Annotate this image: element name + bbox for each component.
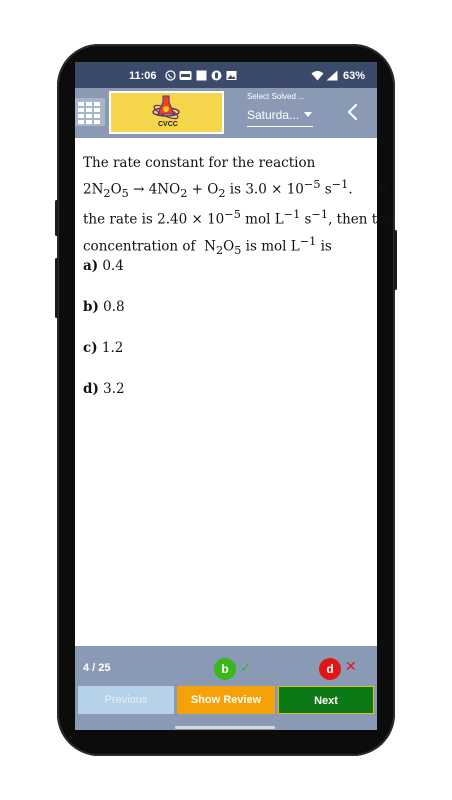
paytm-icon bbox=[179, 70, 192, 81]
app-screen bbox=[75, 62, 394, 730]
superscript: −1 bbox=[331, 178, 349, 191]
question-text-segment: → 4NO bbox=[128, 181, 181, 198]
question-grid-button[interactable] bbox=[75, 98, 105, 126]
previous-button[interactable]: Previous bbox=[78, 686, 174, 714]
question-text-segment: , then the bbox=[328, 211, 394, 228]
select-solved-hint: Select Solved ... bbox=[247, 92, 305, 101]
app-toolbar bbox=[75, 88, 377, 138]
question-text-segment: is 3.0 × 10 bbox=[225, 181, 304, 198]
superscript: −1 bbox=[283, 208, 301, 222]
question-text-segment: the rate is 2.40 × 10 bbox=[83, 211, 225, 228]
app-logo bbox=[109, 91, 224, 134]
subscript: 2 bbox=[215, 243, 224, 257]
home-indicator[interactable] bbox=[175, 726, 275, 729]
option-text: 0.8 bbox=[98, 299, 125, 315]
shield-icon bbox=[211, 70, 222, 81]
question-text-segment: is bbox=[316, 238, 332, 255]
grid-icon bbox=[75, 98, 105, 126]
chevron-left-icon bbox=[343, 100, 363, 124]
question-text-segment: + O bbox=[187, 181, 219, 198]
square-icon bbox=[196, 70, 207, 81]
question-text-segment: . If bbox=[348, 181, 389, 198]
question-text-segment: mol L bbox=[240, 211, 284, 228]
superscript: −1 bbox=[299, 234, 317, 248]
option-text: 0.4 bbox=[98, 258, 124, 274]
question-line-3 bbox=[83, 204, 394, 231]
option-letter: a) bbox=[83, 258, 99, 274]
whatsapp-icon bbox=[165, 70, 176, 81]
phone-side-button bbox=[55, 200, 58, 236]
solved-set-dropdown[interactable]: Saturda... bbox=[247, 108, 300, 122]
logo-text: CVCC bbox=[158, 121, 178, 128]
back-button[interactable] bbox=[343, 100, 363, 124]
logo-background bbox=[111, 93, 222, 132]
question-text-segment: O bbox=[223, 238, 235, 255]
subscript: 5 bbox=[121, 187, 129, 201]
option-b[interactable] bbox=[83, 299, 125, 315]
cross-icon: ✕ bbox=[345, 658, 357, 674]
show-review-button[interactable]: Show Review bbox=[177, 686, 275, 714]
option-text: 3.2 bbox=[98, 381, 125, 397]
subscript: 2 bbox=[103, 187, 111, 201]
question-text bbox=[83, 153, 394, 261]
battery-percentage: 63% bbox=[343, 70, 366, 82]
superscript: −1 bbox=[311, 208, 329, 222]
chevron-down-icon[interactable] bbox=[304, 112, 312, 117]
option-c[interactable] bbox=[83, 340, 123, 356]
subscript: 2 bbox=[218, 187, 226, 201]
question-counter: 4 / 25 bbox=[83, 662, 111, 674]
correct-answer-badge: b bbox=[214, 658, 236, 680]
option-letter: c) bbox=[83, 340, 98, 356]
check-icon: ✓ bbox=[240, 659, 252, 675]
dropdown-underline bbox=[247, 126, 313, 127]
question-text-segment: is mol L bbox=[241, 238, 300, 255]
option-a[interactable] bbox=[83, 258, 124, 274]
question-text-segment: s bbox=[320, 181, 332, 198]
bottom-bar bbox=[75, 646, 377, 730]
question-text-segment: O bbox=[110, 181, 122, 198]
question-text-segment: The rate constant for the reaction bbox=[83, 155, 316, 171]
superscript: −5 bbox=[224, 208, 241, 222]
phone-power-button bbox=[394, 230, 397, 290]
image-icon bbox=[226, 70, 237, 81]
status-bar bbox=[75, 62, 377, 88]
option-letter: d) bbox=[83, 381, 99, 397]
question-line-2 bbox=[83, 174, 389, 204]
option-text: 1.2 bbox=[97, 340, 124, 356]
next-button[interactable]: Next bbox=[278, 686, 374, 714]
subscript: 5 bbox=[234, 243, 242, 257]
subscript: 2 bbox=[180, 187, 188, 201]
option-d[interactable] bbox=[83, 381, 125, 397]
selected-answer-badge: d bbox=[319, 658, 341, 680]
status-time: 11:06 bbox=[129, 70, 157, 82]
question-text-segment: concentration of N bbox=[83, 238, 216, 255]
question-line-4 bbox=[83, 231, 371, 261]
superscript: −5 bbox=[303, 178, 321, 191]
option-letter: b) bbox=[83, 299, 99, 315]
question-text-segment: s bbox=[300, 211, 312, 228]
wifi-icon bbox=[311, 70, 324, 81]
phone-volume-button bbox=[55, 258, 58, 318]
signal-icon bbox=[326, 70, 338, 81]
question-line-1 bbox=[83, 153, 371, 174]
question-text-segment: 2N bbox=[83, 181, 104, 198]
flask-atom-icon bbox=[151, 94, 181, 121]
